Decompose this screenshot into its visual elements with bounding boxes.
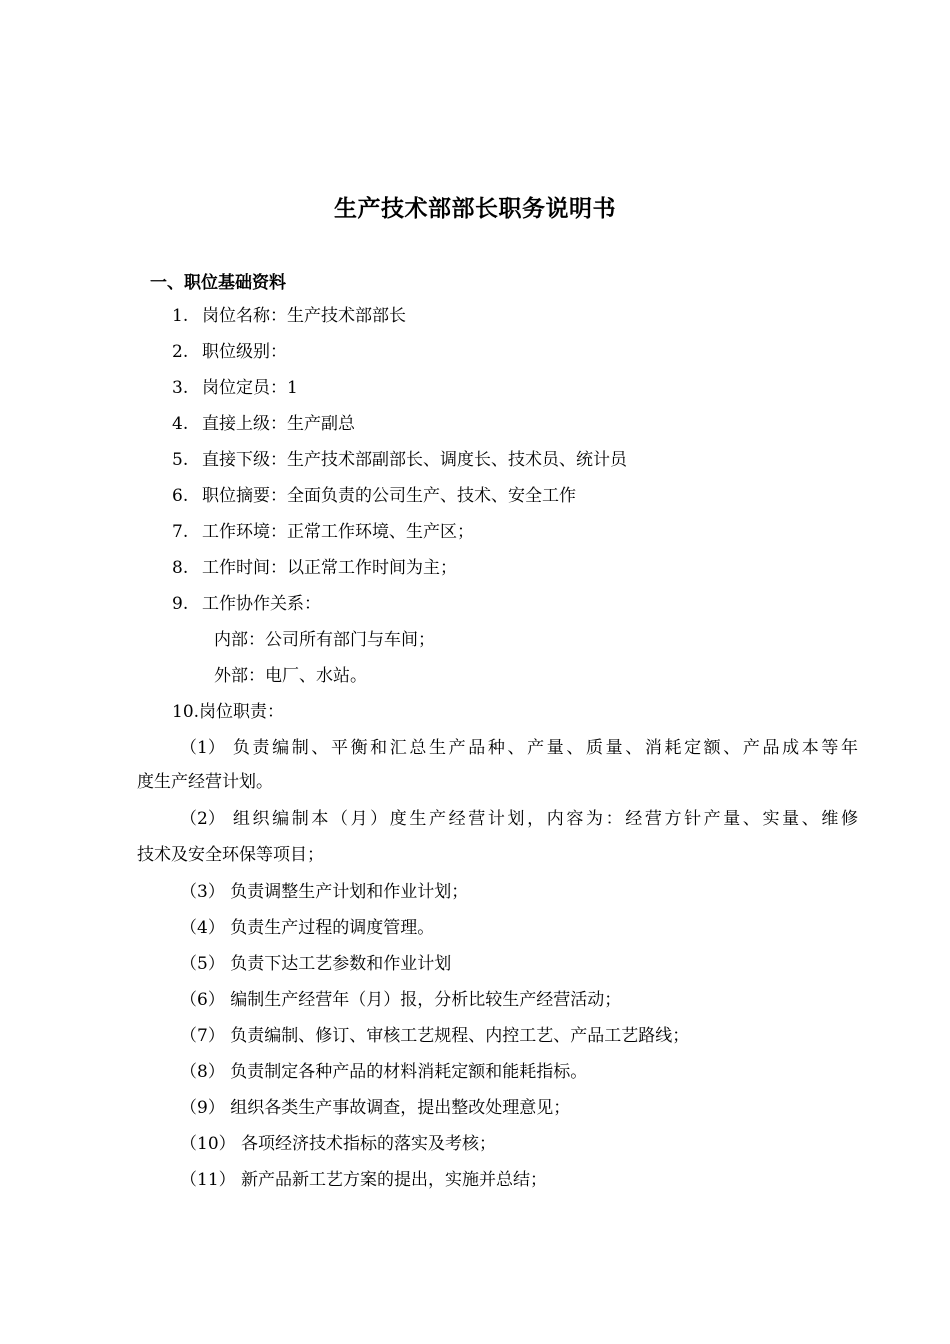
duty-item (180, 1060, 587, 1084)
document-title: 生产技术部部长职务说明书 (334, 196, 616, 222)
info-item (172, 484, 576, 508)
item-number: 8. (172, 558, 189, 578)
duty-number: （9） (180, 1098, 225, 1118)
item-text: 岗位定员：1 (202, 378, 298, 398)
duty-item (180, 1168, 547, 1192)
duty-text: 新产品新工艺方案的提出，实施并总结； (241, 1170, 548, 1190)
duty-item (180, 736, 858, 760)
duty-text: 负责编制、修订、审核工艺规程、内控工艺、产品工艺路线； (230, 1026, 690, 1046)
relation-internal: 内部：公司所有部门与车间； (214, 630, 435, 650)
duty-continuation: 度生产经营计划。 (137, 772, 273, 792)
info-item (172, 556, 457, 580)
info-item (172, 520, 474, 544)
duty-text: 组织编制本（月）度生产经营计划，内容为：经营方针产量、实量、维修 (232, 809, 859, 829)
duty-item (180, 1096, 570, 1120)
item-number: 3. (172, 378, 189, 398)
duty-item (180, 1132, 496, 1156)
info-item (172, 376, 298, 400)
item-text: 直接下级：生产技术部副部长、调度长、技术员、统计员 (202, 450, 627, 470)
item-text: 工作时间：以正常工作时间为主； (202, 558, 457, 578)
item-number: 4. (172, 414, 189, 434)
duty-number: （8） (180, 1062, 225, 1082)
info-item (172, 448, 627, 472)
item-number: 5. (172, 450, 189, 470)
item-number: 7. (172, 522, 189, 542)
item-text: 职位摘要：全面负责的公司生产、技术、安全工作 (202, 486, 576, 506)
item-text: 职位级别： (202, 342, 287, 362)
duty-continuation: 技术及安全环保等项目； (137, 845, 324, 865)
info-item (172, 304, 406, 328)
duty-item (180, 952, 451, 976)
duty-text: 负责生产过程的调度管理。 (230, 918, 435, 938)
item-text: 直接上级：生产副总 (202, 414, 355, 434)
duty-text: 组织各类生产事故调查，提出整改处理意见； (230, 1098, 571, 1118)
info-item (172, 592, 321, 616)
duty-number: （1） (180, 738, 225, 758)
duty-number: （3） (180, 882, 225, 902)
duty-item (180, 1024, 689, 1048)
duty-item (180, 880, 468, 904)
item-number: 2. (172, 342, 189, 362)
duty-item (180, 916, 434, 940)
info-item (172, 340, 287, 364)
item-number: 9. (172, 594, 189, 614)
duty-text: 负责调整生产计划和作业计划； (230, 882, 469, 902)
item-text: 工作协作关系： (202, 594, 321, 614)
item-number: 6. (172, 486, 189, 506)
duty-text: 负责下达工艺参数和作业计划 (230, 954, 452, 974)
item-number: 1. (172, 306, 189, 326)
duty-item (180, 988, 621, 1012)
duty-number: （11） (180, 1170, 236, 1190)
item-text: 工作环境：正常工作环境、生产区； (202, 522, 474, 542)
duty-number: （5） (180, 954, 225, 974)
relation-external: 外部：电厂、水站。 (214, 666, 367, 686)
duty-number: （7） (180, 1026, 225, 1046)
section-heading: 一、职位基础资料 (150, 273, 286, 293)
info-item (172, 412, 355, 436)
duty-number: （4） (180, 918, 225, 938)
item-text: 岗位名称：生产技术部部长 (202, 306, 406, 326)
duty-text: 编制生产经营年（月）报，分析比较生产经营活动； (230, 990, 622, 1010)
duty-number: （10） (180, 1134, 236, 1154)
duty-text: 各项经济技术指标的落实及考核； (241, 1134, 497, 1154)
duties-heading: 10.岗位职责： (172, 702, 285, 722)
duty-number: （6） (180, 990, 225, 1010)
duty-text: 负责制定各种产品的材料消耗定额和能耗指标。 (230, 1062, 588, 1082)
duty-number: （2） (180, 809, 225, 829)
duty-item (180, 807, 858, 831)
duty-text: 负责编制、平衡和汇总生产品种、产量、质量、消耗定额、产品成本等年 (232, 738, 859, 758)
